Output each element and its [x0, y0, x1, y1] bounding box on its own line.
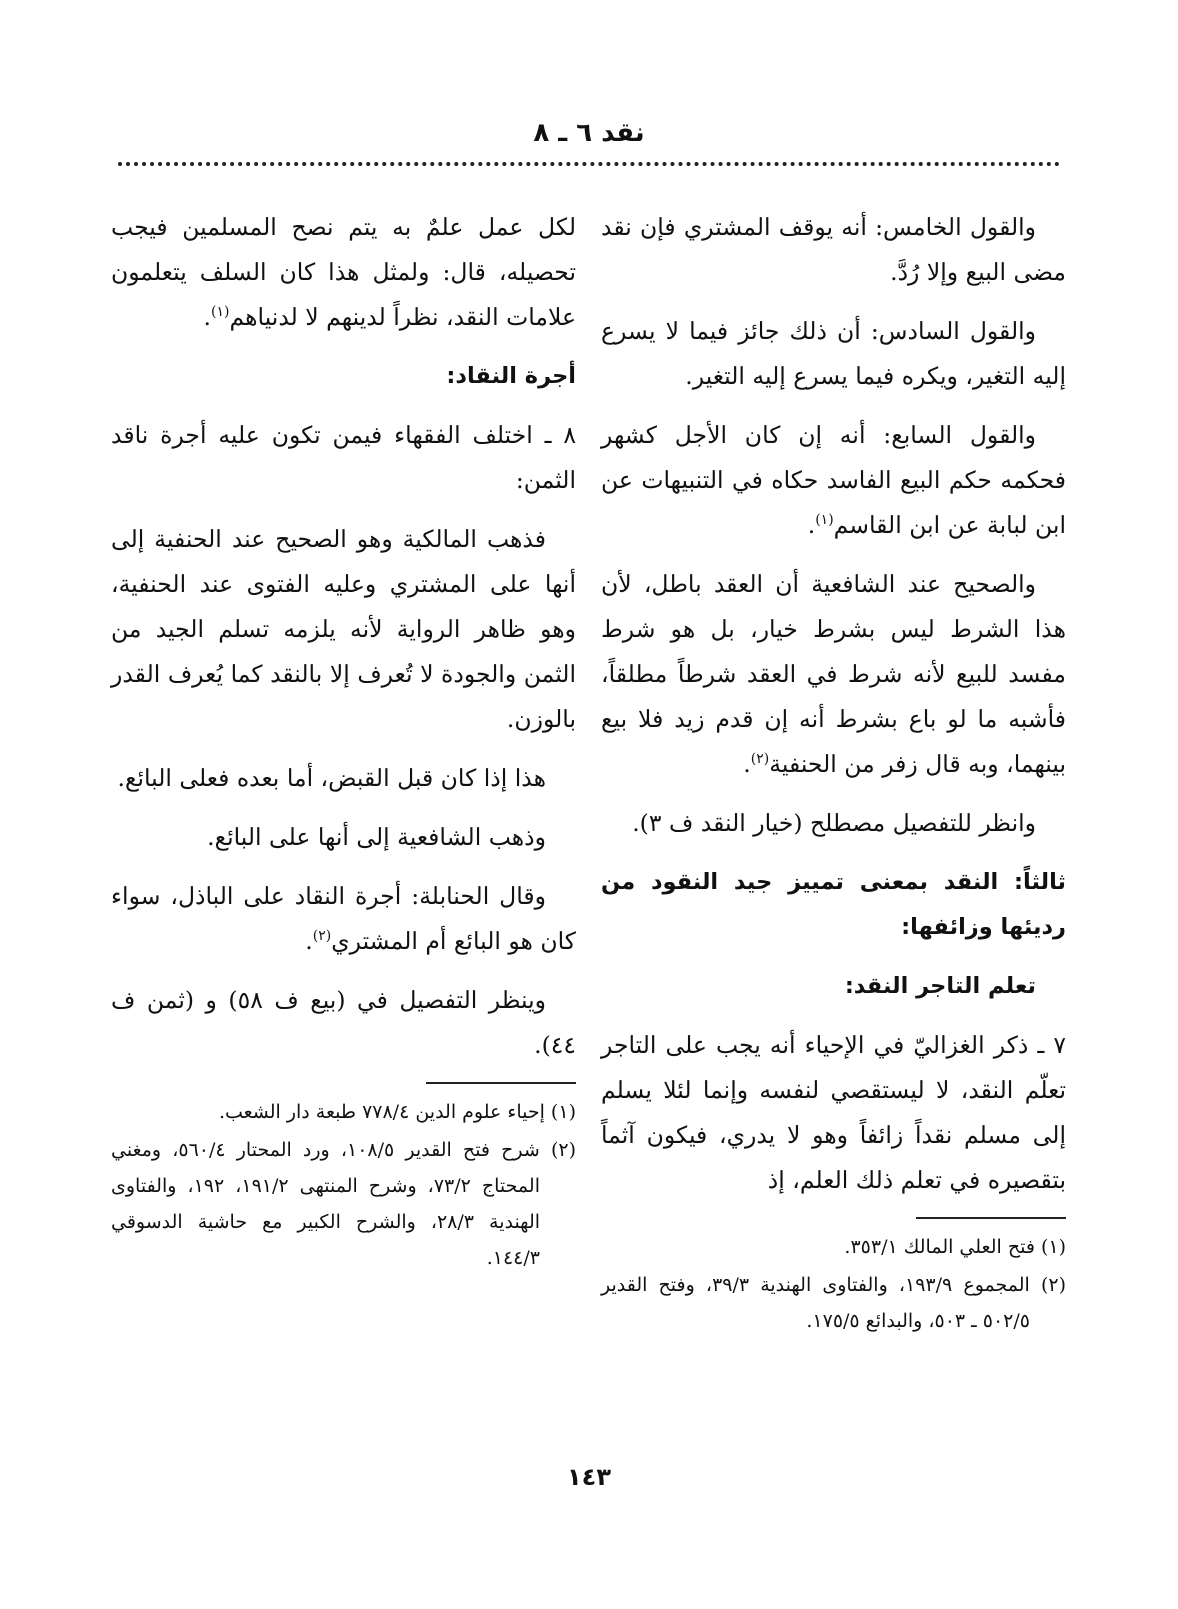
footnote-ref: (١) — [815, 512, 834, 529]
paragraph-sixth-opinion: والقول السادس: أن ذلك جائز فيما لا يسرع إليه التغير، ويكره فيما يسرع إليه التغير. — [601, 317, 1066, 390]
paragraph-text: وقال الحنابلة: أجرة النقاد على الباذل، سواء كان هو البائع أم المشتري — [111, 882, 576, 955]
dotted-divider — [118, 162, 1060, 166]
subheading-merchant: تعلم التاجر النقد: — [844, 973, 1036, 999]
paragraph-7: ٧ ـ ذكر الغزاليّ في الإحياء أنه يجب على التاجر تعلّم النقد، لا ليستقصي لنفسه وإنما لئلا يسلم إلى مسلم نقداً زائفاً وهو لا يدري، فيكون آثماً بتقصيره في تعلم ذلك العلم، إذ — [601, 1031, 1066, 1194]
footnote-ref: (٢) — [312, 928, 332, 945]
footnote: (٢) المجموع ١٩٣/٩، والفتاوى الهندية ٣٩/٣، وفتح القدير ٥٠٢/٥ ـ ٥٠٣، والبدائع ١٧٥/٥. — [601, 1274, 1066, 1332]
paragraph-before-receipt: هذا إذا كان قبل القبض، أما بعده فعلى البائع. — [117, 764, 546, 792]
left-column — [111, 205, 576, 1278]
paragraph-shafii-opinion: والصحيح عند الشافعية أن العقد باطل، لأن هذا الشرط ليس بشرط خيار، بل هو شرط مفسد للبيع لأنه شرط في العقد شرطاً مطلقاً، فأشبه ما لو باع بشرط أنه إن قدم زيد فلا بيع بينهما، وبه قال زفر من الحنفية$^{(٢)}$. — [601, 570, 1066, 778]
footnotes-right — [601, 1229, 1066, 1339]
section-heading-fee: أجرة النقاد: — [446, 363, 576, 389]
running-header: نقد ٦ ـ ٨ — [533, 118, 645, 148]
paragraph-8: ٨ ـ اختلف الفقهاء فيمن تكون عليه أجرة ناقد الثمن: — [111, 421, 576, 494]
paragraph-text: والصحيح عند الشافعية أن العقد باطل، لأن هذا الشرط ليس بشرط خيار، بل هو شرط مفسد للبيع لأنه شرط في العقد شرطاً مطلقاً، فأشبه ما لو باع بشرط أنه إن قدم زيد فلا بيع بينهما، وبه قال زفر من الحنفية — [601, 570, 1066, 778]
paragraph-hanbali: وقال الحنابلة: أجرة النقاد على الباذل، سواء كان هو البائع أم المشتري$^{(٢)}$. — [111, 882, 576, 955]
paragraph-fifth-opinion: والقول الخامس: أنه يوقف المشتري فإن نقد مضى البيع وإلا رُدَّ. — [601, 213, 1066, 286]
paragraph-maliki: فذهب المالكية وهو الصحيح عند الحنفية إلى أنها على المشتري وعليه الفتوى عند الحنفية، وهو ظاهر الرواية لأنه يلزمه تسلم الجيد من الثمن والجودة لا تُعرف إلا بالنقد كما يُعرف القدر بالوزن. — [111, 525, 576, 733]
paragraph-continued: لكل عمل علمٌ به يتم نصح المسلمين فيجب تحصيله، قال: ولمثل هذا كان السلف يتعلمون علامات النقد، نظراً لدينهم لا لدنياهم$^{(١)}$. — [111, 213, 576, 331]
footnote-divider — [916, 1217, 1066, 1219]
footnote-divider — [426, 1082, 576, 1084]
paragraph-shafii: وذهب الشافعية إلى أنها على البائع. — [207, 823, 546, 851]
paragraph-text: لكل عمل علمٌ به يتم نصح المسلمين فيجب تحصيله، قال: ولمثل هذا كان السلف يتعلمون علامات النقد، نظراً لدينهم لا لدنياهم — [111, 213, 576, 331]
paragraph-see-details: وينظر التفصيل في (بيع ف ٥٨) و (ثمن ف ٤٤). — [111, 986, 576, 1059]
section-heading-third: ثالثاً: النقد بمعنى تمييز جيد النقود من رديئها وزائفها: — [601, 869, 1066, 940]
footnote: (١) فتح العلي المالك ٣٥٣/١. — [844, 1236, 1066, 1258]
footnote: (١) إحياء علوم الدين ٧٧٨/٤ طبعة دار الشعب. — [218, 1101, 576, 1123]
footnote: (٢) شرح فتح القدير ١٠٨/٥، ورد المحتار ٥٦٠/٤، ومغني المحتاج ٧٣/٢، وشرح المنتهى ١٩١/٢، ١٩٢، والفتاوى الهندية ٢٨/٣، والشرح الكبير مع حاشية الدسوقي ١٤٤/٣. — [111, 1139, 577, 1269]
footnote-ref: (٢) — [750, 751, 770, 768]
paragraph-see-also: وانظر للتفصيل مصطلح (خيار النقد ف ٣). — [632, 809, 1036, 837]
right-column — [601, 205, 1066, 1341]
footnotes-left — [111, 1094, 576, 1276]
page-number: ١٤٣ — [567, 1463, 611, 1491]
paragraph-text: والقول السابع: أنه إن كان الأجل كشهر فحكمه حكم البيع الفاسد حكاه في التنبيهات عن ابن لبابة عن ابن القاسم — [601, 421, 1066, 539]
paragraph-seventh-opinion: والقول السابع: أنه إن كان الأجل كشهر فحكمه حكم البيع الفاسد حكاه في التنبيهات عن ابن لبابة عن ابن القاسم$^{(١)}$. — [601, 421, 1066, 539]
footnote-ref: (١) — [211, 304, 230, 321]
